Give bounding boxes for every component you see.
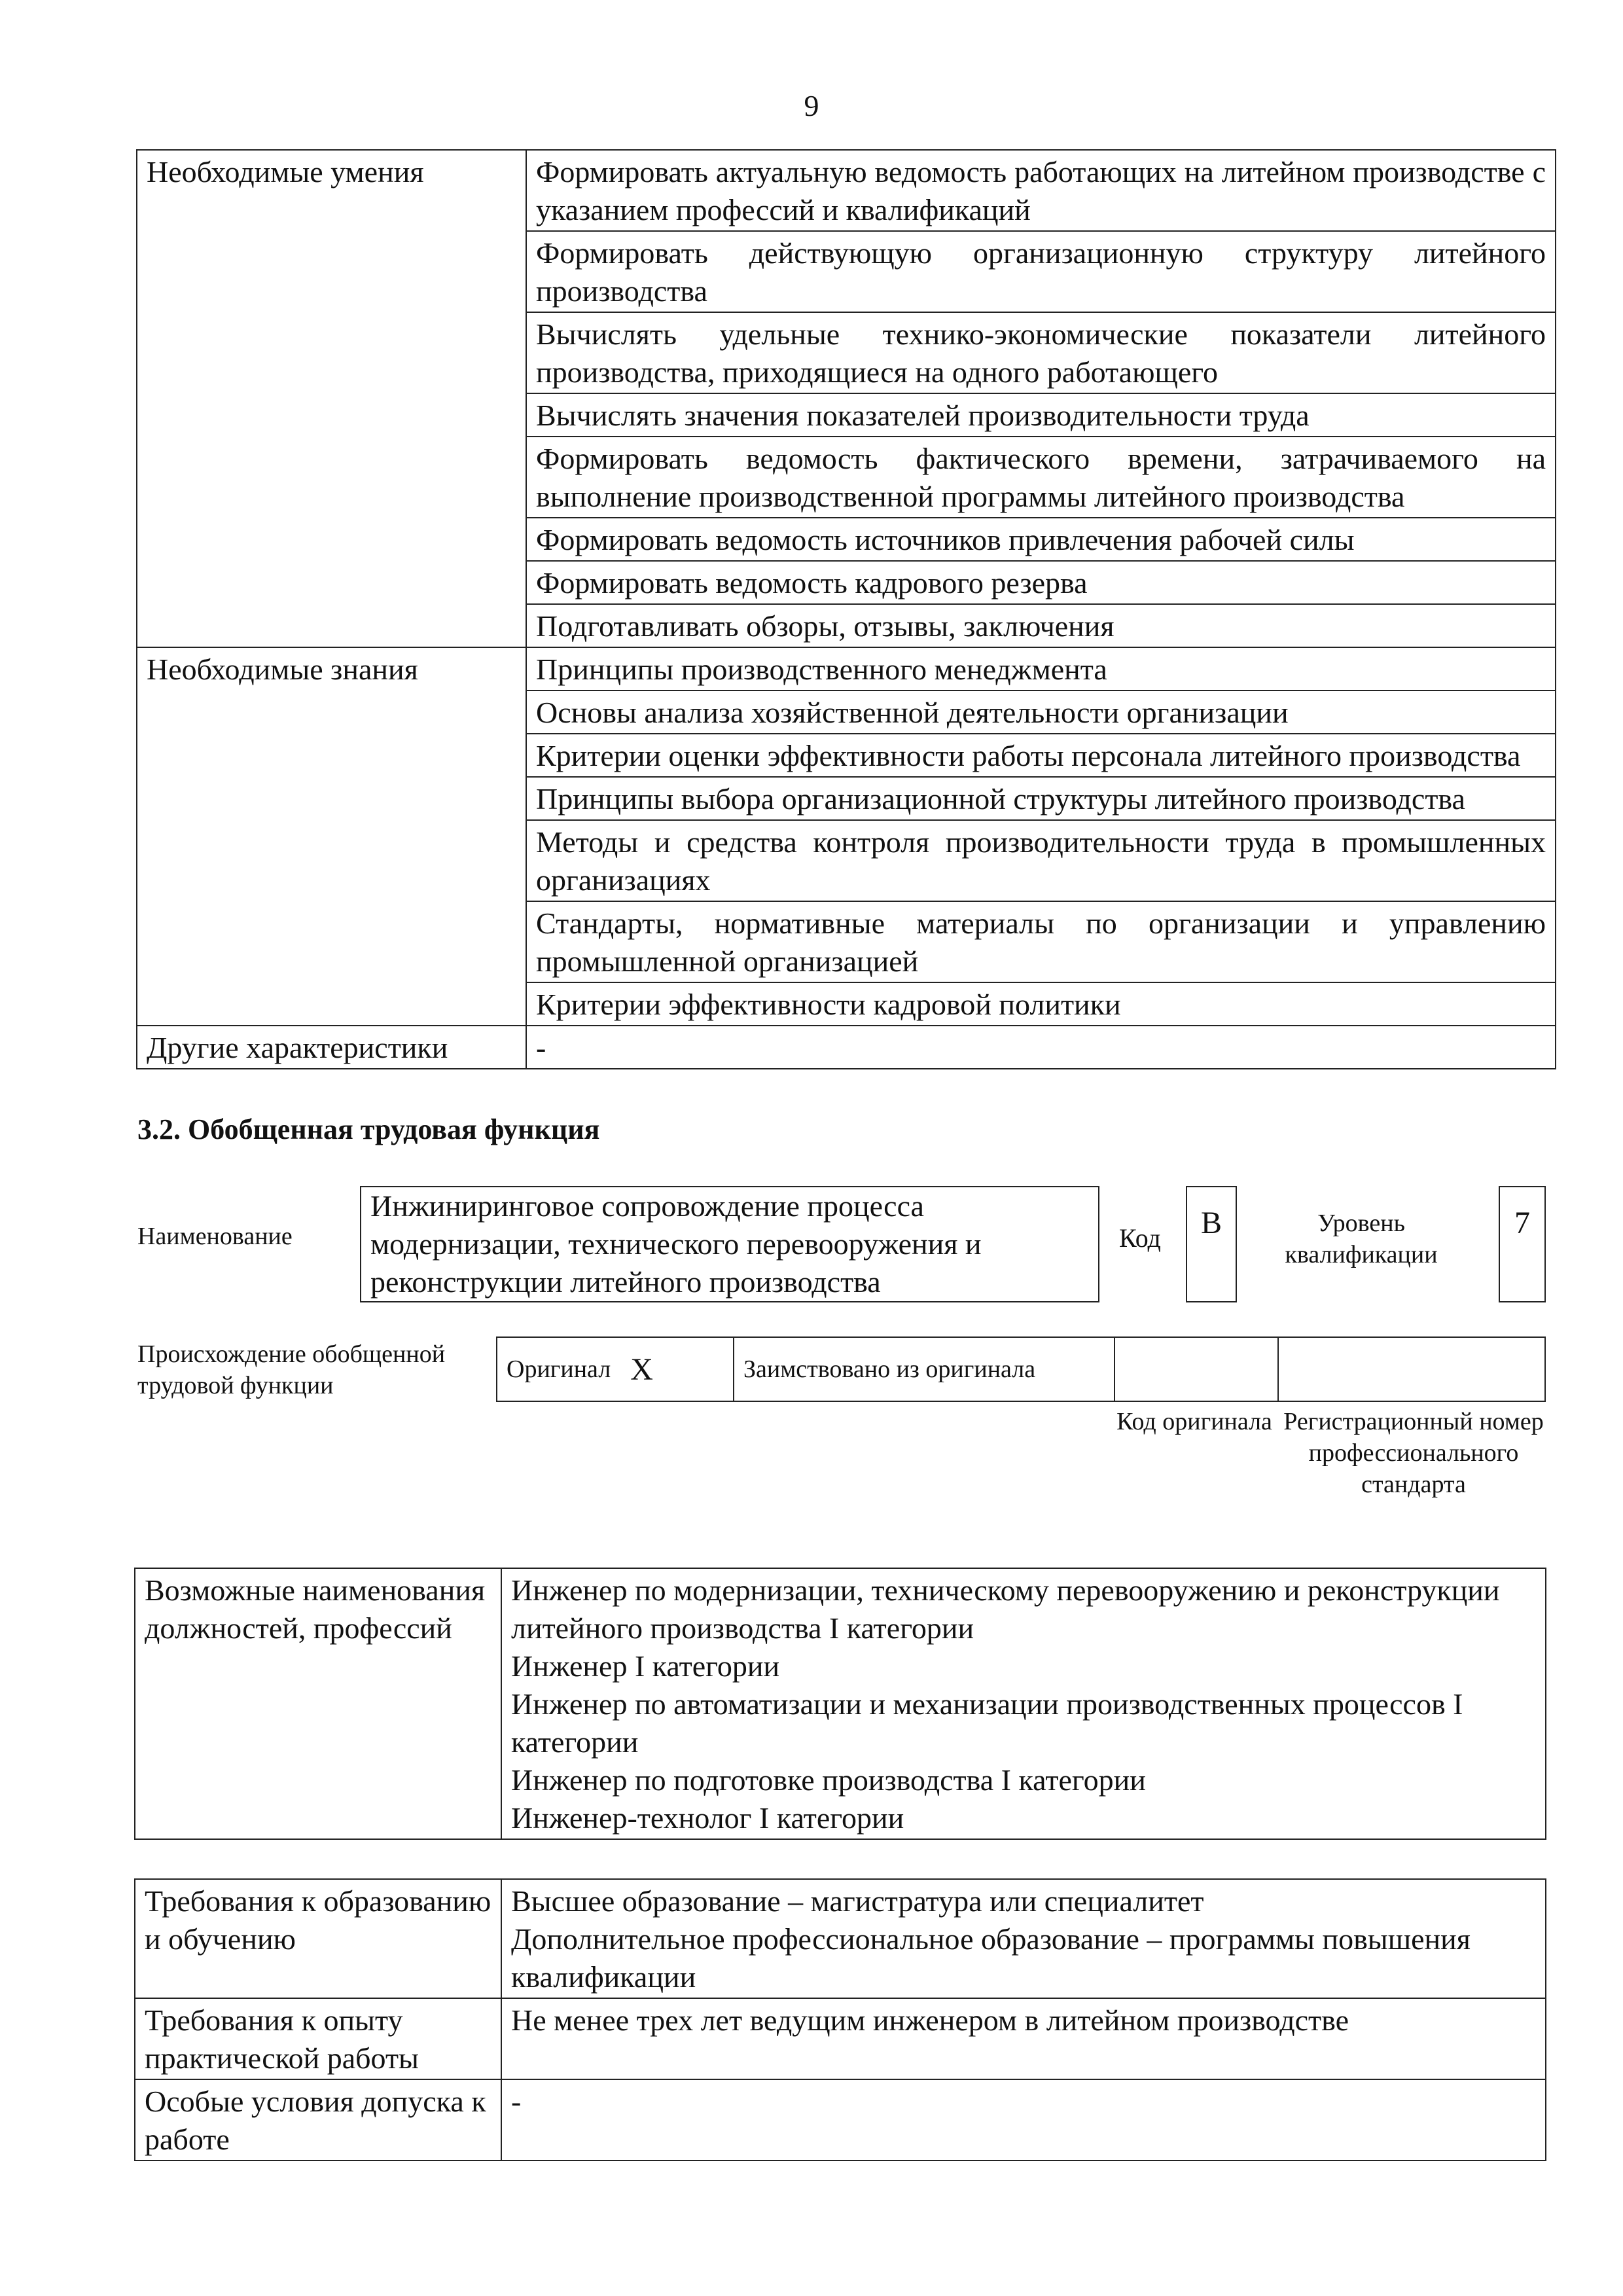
other-characteristics-label: Другие характеристики [137, 1026, 526, 1069]
table-row [135, 1568, 1546, 1839]
knowledge-item: Критерии эффективности кадровой политики [526, 982, 1556, 1026]
education-label: Требования к образованию и обучению [135, 1879, 501, 1998]
table-row [137, 647, 1556, 691]
original-code-caption: Код оригинала [1116, 1408, 1272, 1435]
page-number: 9 [804, 89, 819, 122]
origin-row [496, 1336, 1546, 1402]
qualification-level-label: Уровень квалификации [1285, 1210, 1438, 1268]
positions-values [501, 1568, 1546, 1839]
code-value-box: B [1186, 1186, 1237, 1302]
qualification-level-box: 7 [1499, 1186, 1546, 1302]
special-conditions-label: Особые условия допуска к работе [135, 2079, 501, 2161]
skill-item: Формировать ведомость источников привлечения рабочей силы [526, 518, 1556, 561]
skill-item: Формировать актуальную ведомость работающих на литейном производстве с указанием профессий и квалификаций [526, 150, 1556, 231]
skills-knowledge-table [136, 149, 1556, 1069]
function-name-box: Инжиниринговое сопровождение процесса модернизации, технического перевооружения и реконструкции литейного производства [360, 1186, 1099, 1302]
positions-table [134, 1568, 1546, 1840]
skill-item: Формировать действующую организационную структуру литейного производства [526, 231, 1556, 312]
knowledge-item: Методы и средства контроля производительности труда в промышленных организациях [526, 820, 1556, 901]
name-label: Наименование [137, 1223, 293, 1250]
knowledge-item: Критерии оценки эффективности работы персонала литейного производства [526, 734, 1556, 777]
position-item: Инженер-технолог I категории [511, 1801, 904, 1835]
skill-item: Формировать ведомость кадрового резерва [526, 561, 1556, 604]
special-conditions-value: - [501, 2079, 1546, 2161]
experience-label: Требования к опыту практической работы [135, 1998, 501, 2079]
knowledge-item: Стандарты, нормативные материалы по организации и управлению промышленной организацией [526, 901, 1556, 982]
code-label: Код [1119, 1223, 1161, 1253]
skill-item: Вычислять удельные технико-экономические показатели литейного производства, приходящиеся на одного работающего [526, 312, 1556, 393]
reg-number-cell [1279, 1338, 1544, 1401]
experience-value: Не менее трех лет ведущим инженером в литейном производстве [501, 1998, 1546, 2079]
education-item: Дополнительное профессиональное образование – программы повышения квалификации [511, 1922, 1471, 1994]
education-values [501, 1879, 1546, 1998]
origin-label: Происхождение обобщенной трудовой функции [137, 1340, 446, 1399]
reg-number-caption: Регистрационный номер профессионального стандарта [1283, 1408, 1544, 1498]
original-code-cell [1115, 1338, 1279, 1401]
requirements-table [134, 1878, 1546, 2161]
knowledge-item: Принципы производственного менеджмента [526, 647, 1556, 691]
position-item: Инженер I категории [511, 1649, 780, 1683]
knowledge-label: Необходимые знания [137, 647, 526, 1026]
original-label: Оригинал [507, 1355, 611, 1383]
other-characteristics-value: - [526, 1026, 1556, 1069]
education-item: Высшее образование – магистратура или специалитет [511, 1884, 1204, 1918]
skill-item: Вычислять значения показателей производительности труда [526, 393, 1556, 437]
skills-label: Необходимые умения [137, 150, 526, 647]
table-row [135, 1998, 1546, 2079]
knowledge-item: Основы анализа хозяйственной деятельности организации [526, 691, 1556, 734]
knowledge-item: Принципы выбора организационной структуры литейного производства [526, 777, 1556, 820]
position-item: Инженер по модернизации, техническому перевооружению и реконструкции литейного производства I категории [511, 1573, 1500, 1645]
borrowed-label: Заимствовано из оригинала [734, 1338, 1115, 1401]
positions-label: Возможные наименования должностей, профессий [135, 1568, 501, 1839]
table-row [137, 150, 1556, 231]
skill-item: Подготавливать обзоры, отзывы, заключения [526, 604, 1556, 647]
table-row [135, 2079, 1546, 2161]
original-mark: X [630, 1352, 653, 1387]
table-row [137, 1026, 1556, 1069]
table-row [135, 1879, 1546, 1998]
section-title: 3.2. Обобщенная трудовая функция [137, 1113, 600, 1145]
position-item: Инженер по подготовке производства I категории [511, 1763, 1146, 1797]
original-cell [497, 1338, 734, 1401]
skill-item: Формировать ведомость фактического времени, затрачиваемого на выполнение производственной программы литейного производства [526, 437, 1556, 518]
position-item: Инженер по автоматизации и механизации производственных процессов I категории [511, 1687, 1463, 1759]
